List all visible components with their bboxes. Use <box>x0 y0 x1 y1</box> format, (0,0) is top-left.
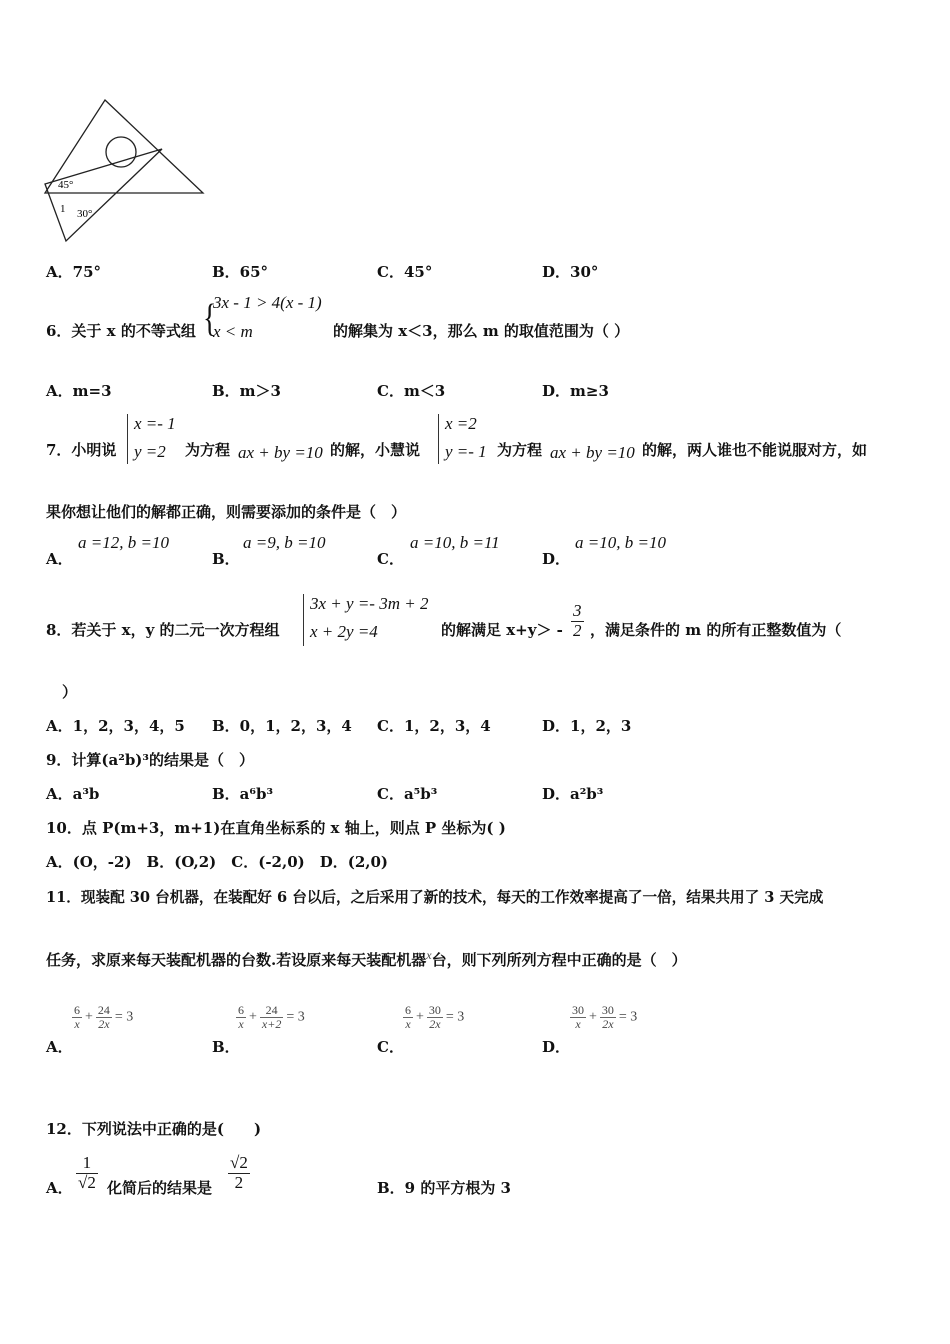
q7-option-d: a =10, b =10 <box>575 533 666 552</box>
angle-30-label: 30° <box>77 208 93 220</box>
q10-options: A．(O，-2) B．(O,2) C．(-2,0) D．(2,0) <box>46 853 389 871</box>
q8-system-eq2: x + 2y =4 <box>310 622 378 641</box>
q7-option-a: a =12, b =10 <box>78 533 169 552</box>
triangle-figure <box>40 95 210 245</box>
q6-option-d: D．m≥3 <box>542 382 609 400</box>
q7-option-d-label: D． <box>542 550 571 568</box>
q12-option-a-label: A． <box>46 1179 73 1197</box>
q5-option-a: A．75° <box>46 263 102 281</box>
q7-stem-line2: 果你想让他们的解都正确，则需要添加的条件是（ ） <box>46 503 407 521</box>
q7-system2-eq1: x =2 <box>445 414 477 433</box>
q7-option-c: a =10, b =11 <box>410 533 500 552</box>
q7-stem-part1: 7．小明说 <box>46 441 117 459</box>
q11-option-a: $\frac{6}{x}$ + $\frac{24}{2x}$ = 3 <box>74 1003 134 1032</box>
q11-stem-line2: 任务，求原来每天装配机器的台数.若设原来每天装配机器$^x$台，则下列所列方程中正确的是（ ） <box>46 948 687 969</box>
q5-option-b: B．65° <box>212 263 269 281</box>
q8-option-c: C．1，2，3，4 <box>377 717 491 735</box>
q9-stem: 9．计算(a²b)³的结果是（ ） <box>46 751 254 769</box>
q8-brace <box>303 594 305 646</box>
q8-close-paren: ） <box>62 683 78 701</box>
q11-option-d: $\frac{30}{x}$ + $\frac{30}{2x}$ = 3 <box>572 1003 638 1032</box>
q5-option-d: D．30° <box>542 263 599 281</box>
q8-stem-part1: 8．若关于 x，y 的二元一次方程组 <box>46 621 280 639</box>
q7-system1-eq1: x =- 1 <box>134 414 176 433</box>
q7-option-a-label: A． <box>46 550 73 568</box>
q12-option-b: B．9 的平方根为 3 <box>377 1179 511 1197</box>
q8-option-d: D．1，2，3 <box>542 717 632 735</box>
q6-brace: { <box>203 297 217 341</box>
q11-option-b: $\frac{6}{x}$ + $\frac{24}{x+2}$ = 3 <box>238 1003 305 1032</box>
q6-option-b: B．m＞3 <box>212 382 281 400</box>
q8-stem-part2: 的解满足 x+y＞ - <box>441 621 563 639</box>
q9-option-c: C．a⁵b³ <box>377 785 438 803</box>
q12-option-a-text: 化简后的结果是 <box>107 1179 213 1197</box>
q12-option-a-result: $\frac{√2}{2}$ <box>230 1153 248 1192</box>
q12-stem: 12．下列说法中正确的是( ) <box>46 1120 262 1138</box>
q9-option-d: D．a²b³ <box>542 785 604 803</box>
q7-system2-eq2: y =- 1 <box>445 442 487 461</box>
q6-inequality-2: x < m <box>213 322 253 341</box>
q11-option-a-label: A． <box>46 1038 73 1056</box>
angle-45-label: 45° <box>58 179 74 191</box>
q7-option-c-label: C． <box>377 550 404 568</box>
q7-stem-part4: 为方程 <box>497 441 543 459</box>
q11-option-b-label: B． <box>212 1038 240 1056</box>
q8-fraction <box>571 602 584 640</box>
q5-option-c: C．45° <box>377 263 433 281</box>
q9-option-b: B．a⁶b³ <box>212 785 274 803</box>
q7-system1-eq2: y =2 <box>134 442 166 461</box>
inscribed-circle <box>106 137 136 167</box>
q8-fraction-num: 3 <box>573 601 582 620</box>
q8-stem-part3: ，满足条件的 m 的所有正整数值为（ <box>590 621 842 639</box>
q6-inequality-1: 3x - 1 > 4(x - 1) <box>213 293 322 312</box>
angle-1-label: 1 <box>60 203 66 215</box>
q11-stem-line1: 11．现装配 30 台机器，在装配好 6 台以后，之后采用了新的技术，每天的工作效率提高了一倍，结果共用了 3 天完成 <box>46 889 824 906</box>
q7-equation-2: ax + by =10 <box>550 443 635 462</box>
q6-stem: 6．关于 x 的不等式组 <box>46 322 196 340</box>
q7-equation-1: ax + by =10 <box>238 443 323 462</box>
q10-stem: 10．点 P(m+3，m+1)在直角坐标系的 x 轴上，则点 P 坐标为( ) <box>46 819 506 837</box>
q9-option-a: A．a³b <box>46 785 100 803</box>
crossing-triangle <box>45 149 162 241</box>
q8-system-eq1: 3x + y =- 3m + 2 <box>310 594 429 613</box>
q7-option-b: a =9, b =10 <box>243 533 326 552</box>
q11-option-c-label: C． <box>377 1038 404 1056</box>
q7-stem-part5: 的解，两人谁也不能说服对方，如 <box>642 441 868 459</box>
q12-option-a-fraction: $\frac{1}{√2}$ <box>78 1153 96 1192</box>
q7-option-b-label: B． <box>212 550 240 568</box>
q11-option-d-label: D． <box>542 1038 571 1056</box>
q8-option-b: B．0，1，2，3，4 <box>212 717 352 735</box>
q6-option-a: A．m=3 <box>46 382 112 400</box>
q7-stem-part2: 为方程 <box>185 441 231 459</box>
q6-stem-suffix: 的解集为 x＜3，那么 m 的取值范围为（ ） <box>333 322 630 340</box>
q6-option-c: C．m＜3 <box>377 382 446 400</box>
q11-variable: x <box>426 948 432 962</box>
q7-stem-part3: 的解，小慧说 <box>330 441 421 459</box>
q8-fraction-den: 2 <box>573 620 582 640</box>
q7-brace-2 <box>438 414 440 464</box>
q7-brace-1 <box>127 414 129 464</box>
q8-option-a: A．1，2，3，4，5 <box>46 717 185 735</box>
q11-option-c: $\frac{6}{x}$ + $\frac{30}{2x}$ = 3 <box>405 1003 465 1032</box>
